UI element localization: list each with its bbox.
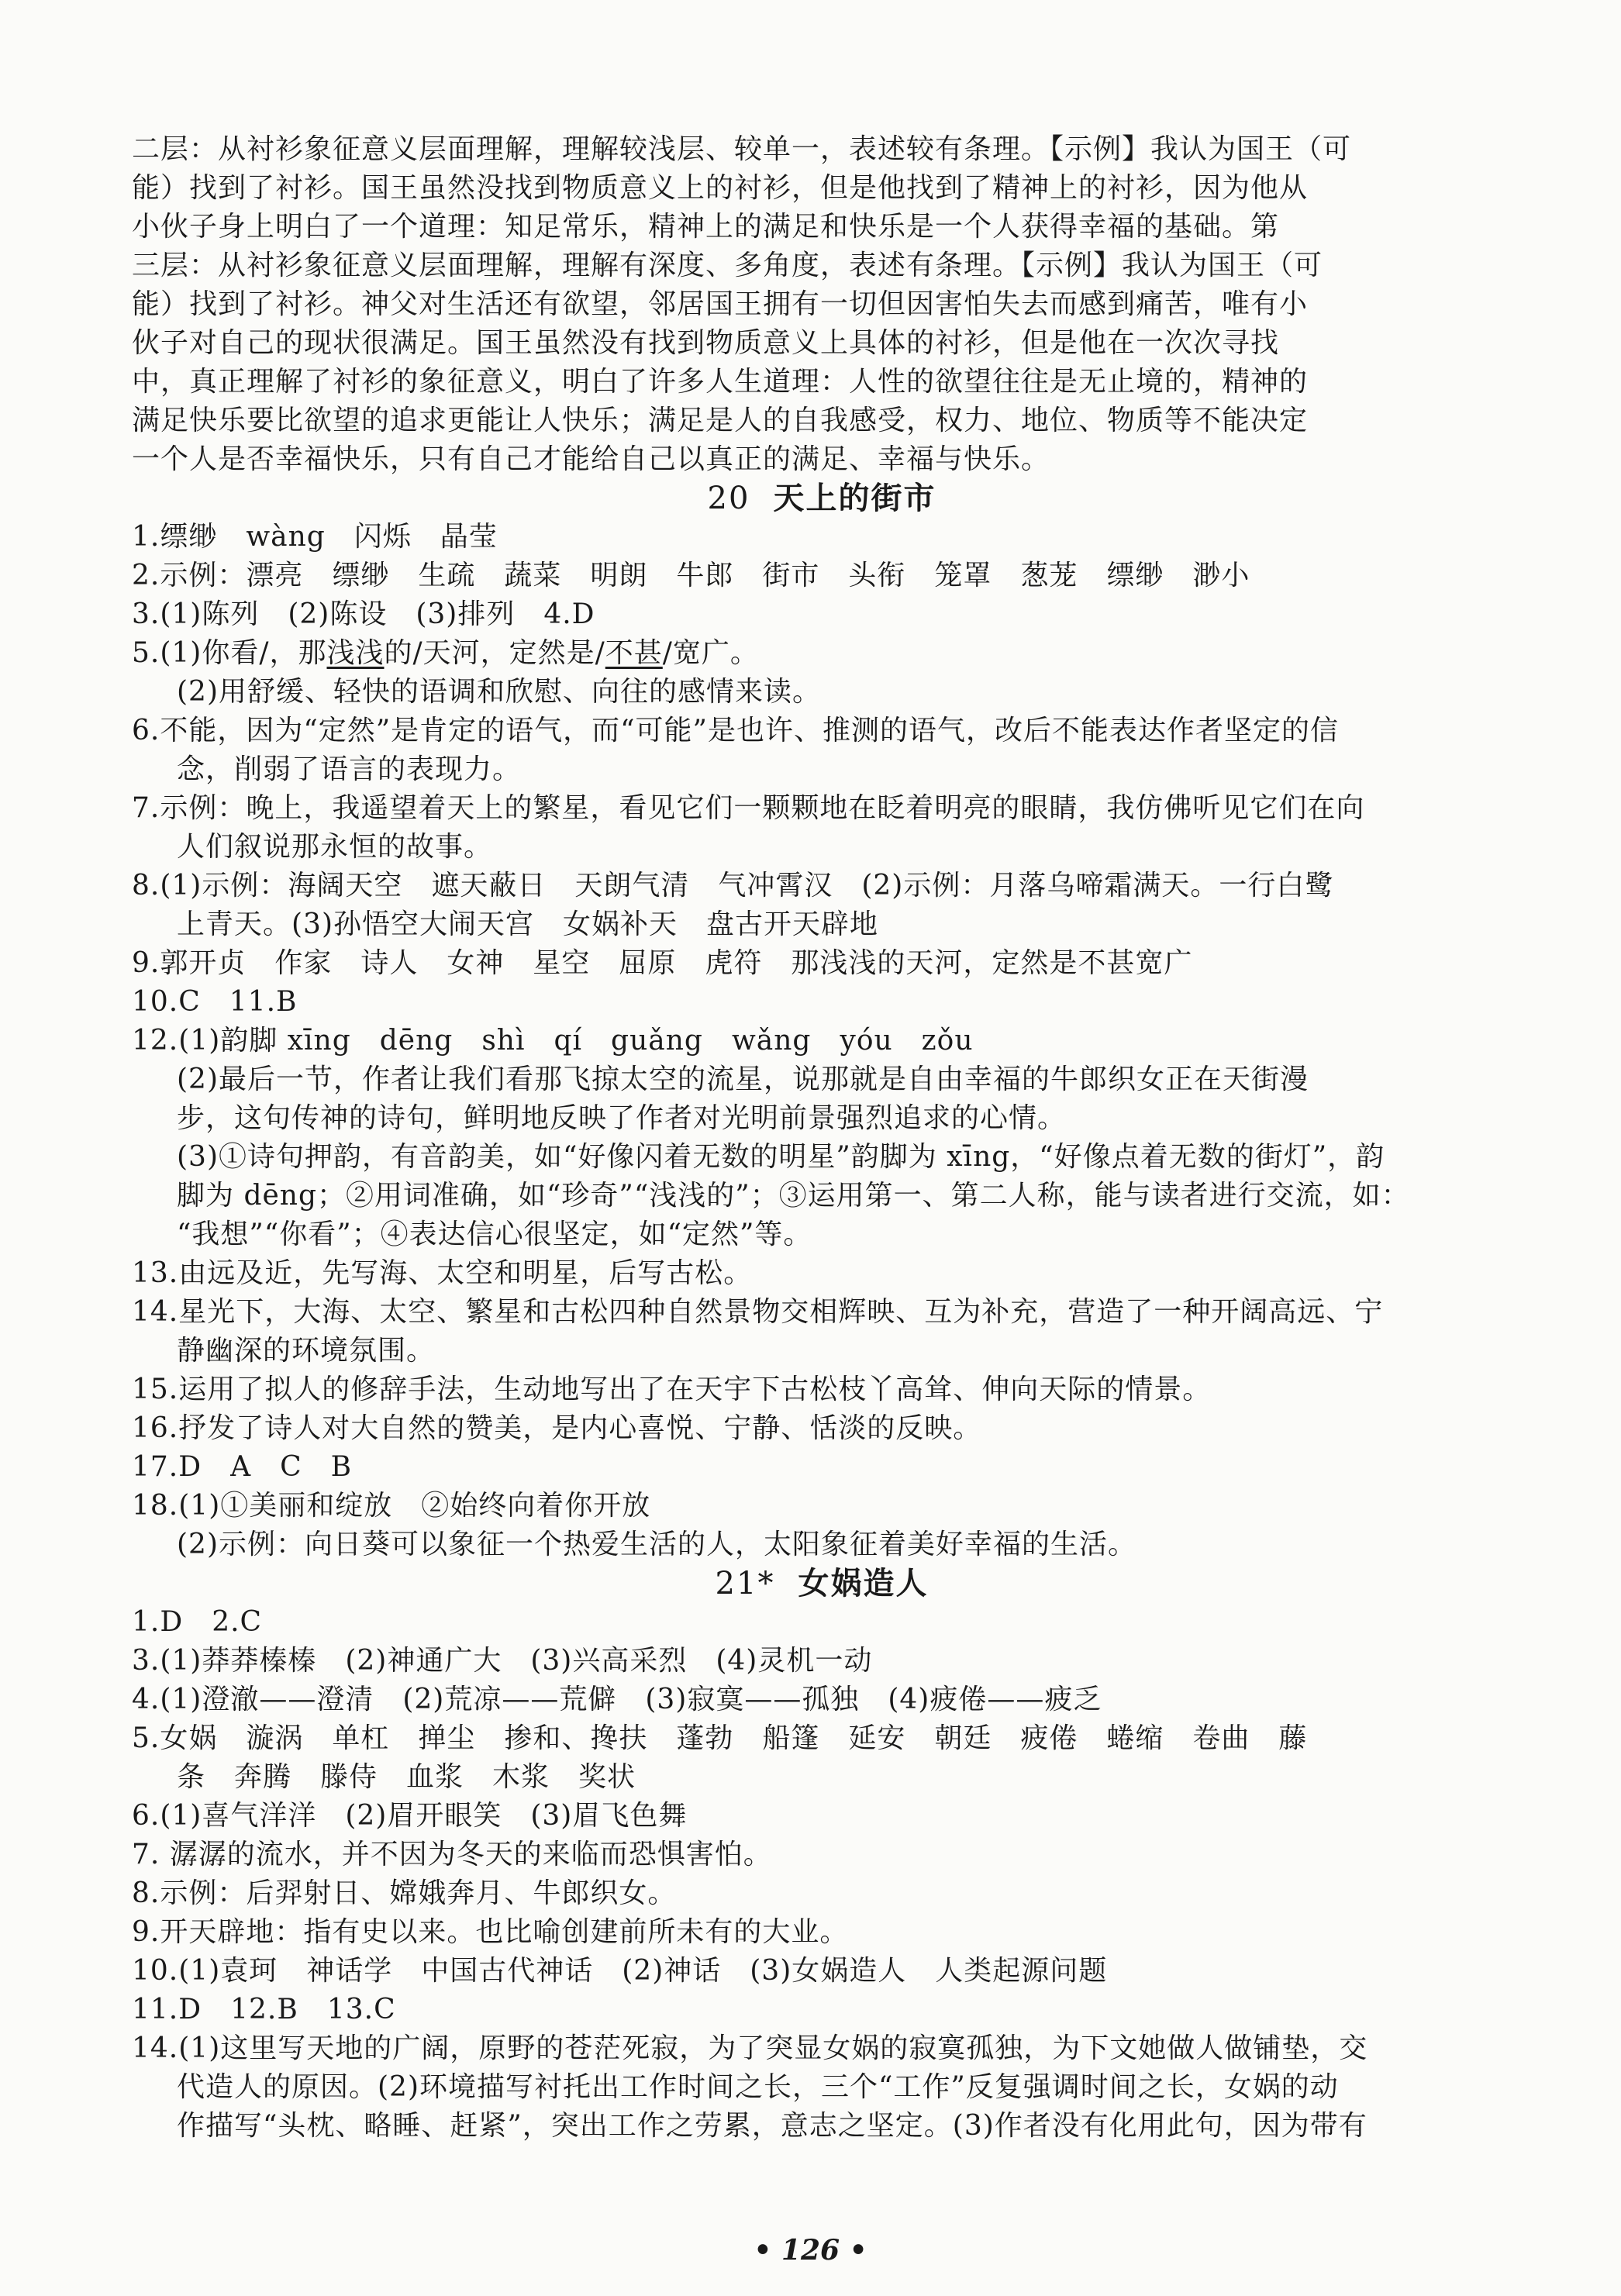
answer-line: 12.(1)韵脚 xīng dēng shì qí guǎng wǎng yóu zǒu <box>132 1025 974 1057</box>
answer-line: 上青天。(3)孙悟空大闹天宫 女娲补天 盘古开天辟地 <box>177 908 878 940</box>
answer-line: 14.(1)这里写天地的广阔，原野的苍茫死寂，为了突显女娲的寂寞孤独，为下文她做人做铺垫，交 <box>132 2032 1368 2064</box>
answer-fragment: 5.(1)你看/，那 <box>132 637 327 669</box>
answer-line: (2)最后一节，作者让我们看那飞掠太空的流星，说那就是自由幸福的牛郎织女正在天街漫 <box>177 1064 1309 1095</box>
answer-fragment: 的/天河，定然是/ <box>384 637 605 669</box>
text-line: 满足快乐要比欲望的追求更能让人快乐；满足是人的自我感受，权力、地位、物质等不能决定 <box>132 405 1309 436</box>
underlined-word: 不甚 <box>605 637 663 669</box>
answer-line: 6.(1)喜气洋洋 (2)眉开眼笑 (3)眉飞色舞 <box>132 1800 688 1832</box>
answer-line: 7.示例：晚上，我遥望着天上的繁星，看见它们一颗颗地在眨着明亮的眼睛，我仿佛听见它们在向 <box>132 792 1365 824</box>
answer-line: 9.开天辟地：指有史以来。也比喻创建前所未有的大业。 <box>132 1916 849 1948</box>
answer-line: 静幽深的环境氛围。 <box>177 1335 436 1367</box>
answer-line: 5.女娲 漩涡 单杠 掸尘 掺和、搀扶 蓬勃 船篷 延安 朝廷 疲倦 蜷缩 卷曲 藤 <box>132 1722 1308 1754</box>
answer-line: 1.D 2.C <box>132 1606 263 1638</box>
answer-line: 代造人的原因。(2)环境描写衬托出工作时间之长，三个“工作”反复强调时间之长，女娲的动 <box>177 2071 1339 2103</box>
answer-line: 15.运用了拟人的修辞手法，生动地写出了在天宇下古松枝丫高耸、伸向天际的情景。 <box>132 1374 1212 1405</box>
answer-line: 3.(1)陈列 (2)陈设 (3)排列 4.D <box>132 598 595 630</box>
answer-line: 4.(1)澄澈——澄清 (2)荒凉——荒僻 (3)寂寞——孤独 (4)疲倦——疲乏 <box>132 1684 1102 1715</box>
answer-line: (2)示例：向日葵可以象征一个热爱生活的人，太阳象征着美好幸福的生活。 <box>177 1529 1136 1560</box>
text-line: 能）找到了衬衫。国王虽然没找到物质意义上的衬衫，但是他找到了精神上的衬衫，因为他从 <box>132 172 1309 204</box>
section-title: 天上的街市 <box>773 481 936 516</box>
section-21-answers <box>132 1603 1512 2146</box>
text-line: 能）找到了衬衫。神父对生活还有欲望，邻居国王拥有一切但因害怕失去而感到痛苦，唯有小 <box>132 288 1309 320</box>
answer-line: “我想”“你看”；④表达信心很坚定，如“定然”等。 <box>177 1219 812 1250</box>
answer-line: 6.不能，因为“定然”是肯定的语气，而“可能”是也许、推测的语气，改后不能表达作者坚定的信 <box>132 715 1339 746</box>
answer-line: 17.D A C B <box>132 1451 353 1483</box>
page-number: • 126 • <box>754 2234 867 2267</box>
answer-line: 1.缥缈 wàng 闪烁 晶莹 <box>132 521 498 553</box>
answer-line: 2.示例：漂亮 缥缈 生疏 蔬菜 明朗 牛郎 街市 头衔 笼罩 葱茏 缥缈 渺小 <box>132 560 1250 591</box>
text-column <box>132 130 1512 2146</box>
answer-fragment: /宽广。 <box>662 637 759 669</box>
answer-line: 14.星光下，大海、太空、繁星和古松四种自然景物交相辉映、互为补充，营造了一种开阔高远、宁 <box>132 1296 1384 1328</box>
answer-line: 作描写“头枕、略睡、赶紧”，突出工作之劳累，意志之坚定。(3)作者没有化用此句，因为带有 <box>177 2110 1368 2142</box>
answer-line: 念，削弱了语言的表现力。 <box>177 753 522 785</box>
text-line: 一个人是否幸福快乐，只有自己才能给自己以真正的满足、幸福与快乐。 <box>132 443 1050 475</box>
answer-line: 9.郭开贞 作家 诗人 女神 星空 屈原 虎符 那浅浅的天河，定然是不甚宽广 <box>132 947 1193 979</box>
section-20-answers <box>132 518 1512 1564</box>
answer-line: (3)①诗句押韵，有音韵美，如“好像闪着无数的明星”韵脚为 xīng，“好像点着无数的街灯”，韵 <box>177 1141 1385 1173</box>
text-line: 中，真正理解了衬衫的象征意义，明白了许多人生道理：人性的欲望往往是无止境的，精神的 <box>132 366 1309 398</box>
answer-line: 3.(1)莽莽榛榛 (2)神通广大 (3)兴高采烈 (4)灵机一动 <box>132 1645 873 1677</box>
answer-line: 脚为 dēng；②用词准确，如“珍奇”“浅浅的”；③运用第一、第二人称，能与读者进行交流，如： <box>177 1180 1410 1212</box>
section-number: 21* <box>715 1566 775 1601</box>
text-line: 三层：从衬衫象征意义层面理解，理解有深度、多角度，表述有条理。【示例】我认为国王（可 <box>132 250 1323 281</box>
section-heading-20 <box>132 479 1512 518</box>
intro-paragraph <box>132 130 1512 479</box>
text-line: 小伙子身上明白了一个道理：知足常乐，精神上的满足和快乐是一个人获得幸福的基础。第 <box>132 211 1280 243</box>
answer-line: 11.D 12.B 13.C <box>132 1994 396 2025</box>
section-title: 女娲造人 <box>798 1566 929 1601</box>
answer-line: 10.C 11.B <box>132 986 298 1018</box>
answer-line: (2)用舒缓、轻快的语调和欣慰、向往的感情来读。 <box>177 676 821 708</box>
answer-line: 8.(1)示例：海阔天空 遮天蔽日 天朗气清 气冲霄汉 (2)示例：月落乌啼霜满天。一行白鹭 <box>132 870 1334 902</box>
answer-line: 8.示例：后羿射日、嫦娥奔月、牛郎织女。 <box>132 1877 677 1909</box>
answer-line <box>132 634 1512 673</box>
answer-line: 7. 潺潺的流水，并不因为冬天的来临而恐惧害怕。 <box>132 1839 772 1870</box>
underlined-word: 浅浅 <box>326 637 385 669</box>
answer-line: 18.(1)①美丽和绽放 ②始终向着你开放 <box>132 1490 651 1522</box>
text-line: 二层：从衬衫象征意义层面理解，理解较浅层、较单一，表述较有条理。【示例】我认为国王（可 <box>132 133 1352 165</box>
answer-line: 10.(1)袁珂 神话学 中国古代神话 (2)神话 (3)女娲造人 人类起源问题 <box>132 1955 1108 1987</box>
text-line: 伙子对自己的现状很满足。国王虽然没有找到物质意义上具体的衬衫，但是他在一次次寻找 <box>132 327 1280 359</box>
answer-line: 16.抒发了诗人对大自然的赞美，是内心喜悦、宁静、恬淡的反映。 <box>132 1412 982 1444</box>
answer-line: 人们叙说那永恒的故事。 <box>177 831 493 863</box>
section-number: 20 <box>707 481 750 516</box>
answer-line: 条 奔腾 滕侍 血浆 木浆 奖状 <box>177 1761 636 1793</box>
section-heading-21 <box>132 1564 1512 1603</box>
answer-line: 步，这句传神的诗句，鲜明地反映了作者对光明前景强烈追求的心情。 <box>177 1102 1067 1134</box>
answer-line: 13.由远及近，先写海、太空和明星，后写古松。 <box>132 1257 753 1289</box>
